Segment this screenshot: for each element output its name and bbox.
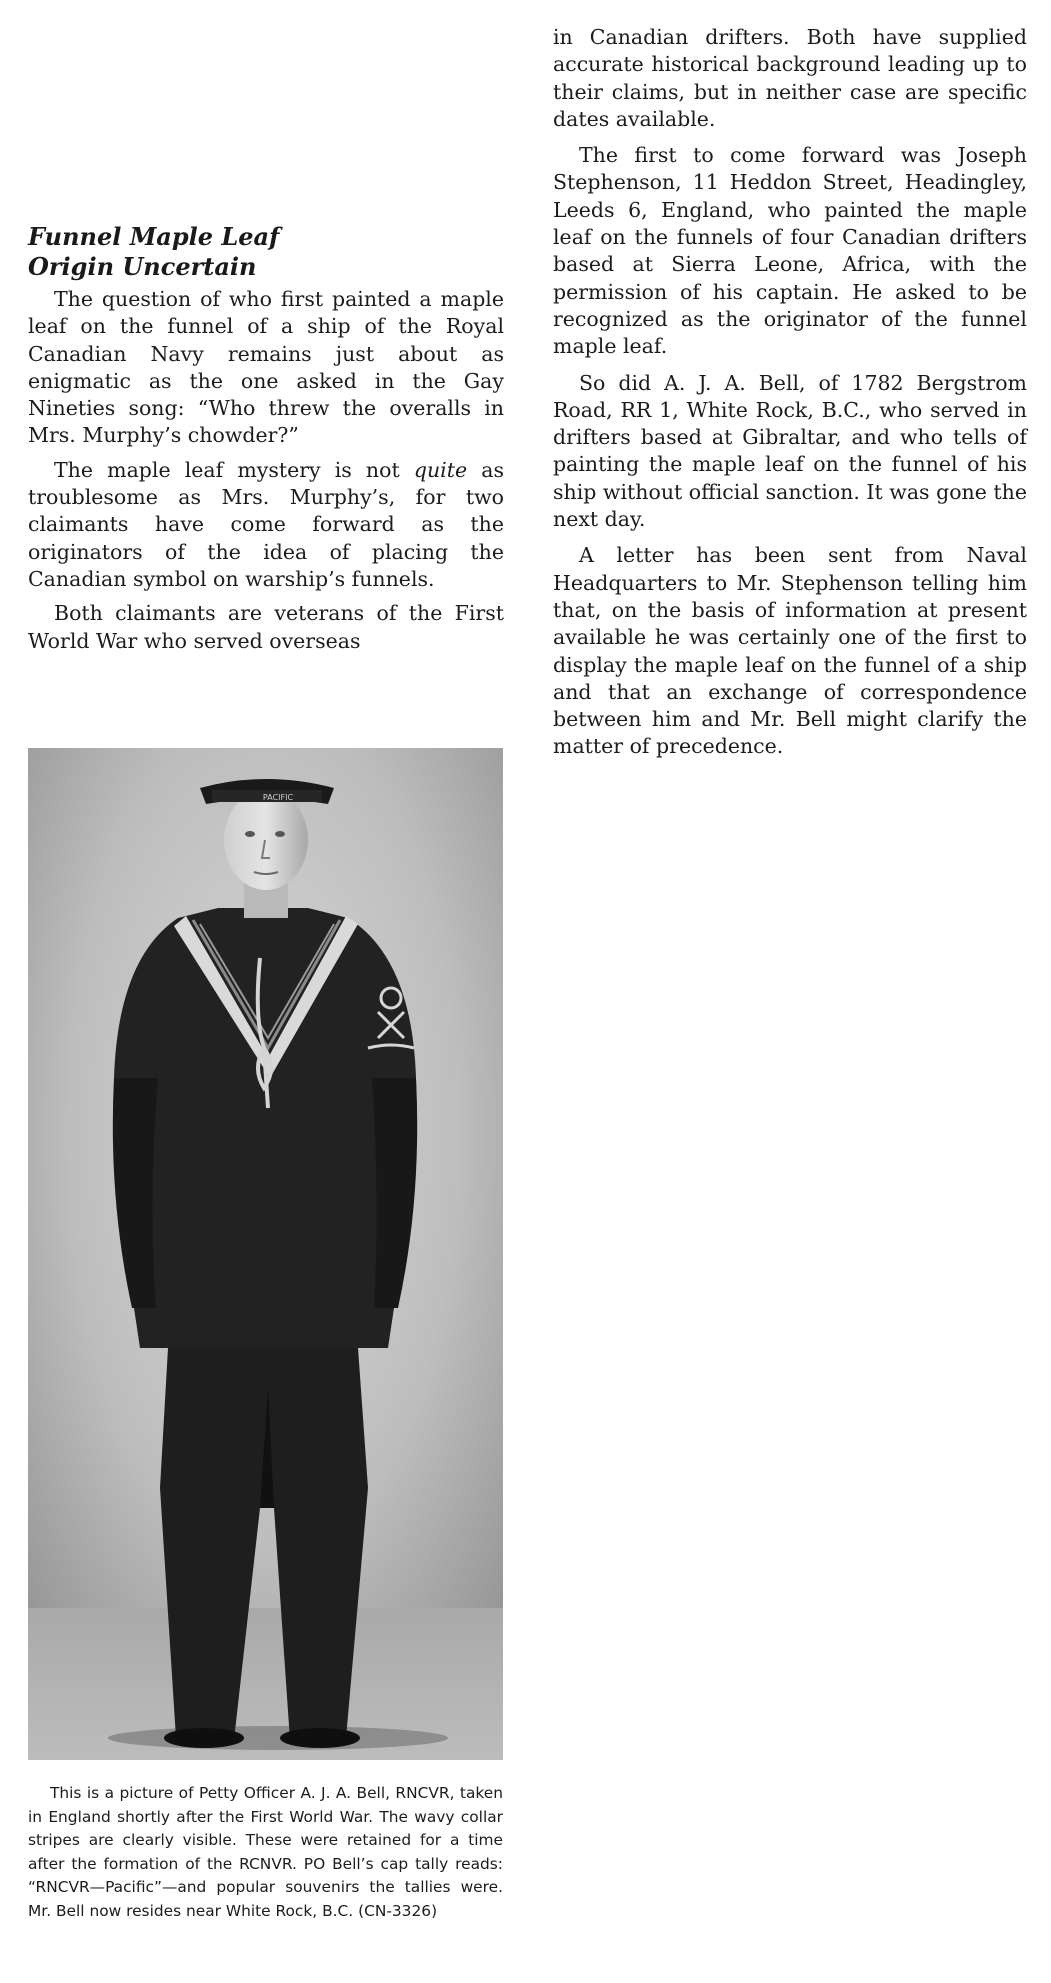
paragraph-question: The question of who first painted a maple leaf on the funnel of a ship of the Royal Canadian Navy remains just about as enigmatic as the one asked in the Gay Nineties song: “Who threw the overalls in Mrs. Murphy’s chowder?”: [28, 287, 504, 448]
sailor-photograph: [28, 748, 503, 1760]
paragraph-mystery: [28, 457, 504, 593]
mystery-text-start: The maple leaf mystery is not: [54, 457, 400, 482]
left-column: [28, 222, 504, 662]
paragraph-stephenson: The first to come forward was Joseph Stephenson, 11 Heddon Street, Headingley, Leeds 6, England, who painted the maple leaf on the funnels of four Canadian drifters based at Sierra Leone, Africa, with the permission of his captain. He asked to be recognized as the originator of the funnel maple leaf.: [553, 143, 1027, 359]
right-column: [553, 24, 1027, 770]
paragraph-letter: A letter has been sent from Naval Headquarters to Mr. Stephenson telling him that, on the basis of information at present available he was certainly one of the first to display the maple leaf on the funnel of a ship and that an exchange of correspondence between him and Mr. Bell might clarify the matter of precedence.: [553, 543, 1027, 759]
article-headline: [28, 222, 504, 282]
mystery-text-end: as troublesome as Mrs. Murphy’s, for two claimants have come forward as the originators of the idea of placing the Canadian symbol on warship’s funnels.: [28, 457, 504, 591]
cap-tally-text: PACIFIC: [262, 793, 294, 802]
headline-line-2: Origin Uncertain: [28, 252, 257, 281]
paragraph-bell: So did A. J. A. Bell, of 1782 Bergstrom Road, RR 1, White Rock, B.C., who served in drifters based at Gibraltar, and who tells of painting the maple leaf on the funnel of his ship without official sanction. It was gone the next day.: [553, 370, 1027, 532]
photo-caption: This is a picture of Petty Officer A. J. A. Bell, RNCVR, taken in England shortly after the First World War. The wavy collar stripes are clearly visible. These were retained for a time after the formation of the RCNVR. PO Bell’s cap tally reads: “RNCVR—Pacific”—and popular souvenirs the tallies were. Mr. Bell now resides near White Rock, B.C. (CN-3326): [28, 1784, 503, 1920]
headline-line-1: Funnel Maple Leaf: [28, 222, 280, 251]
paragraph-continued: in Canadian drifters. Both have supplied accurate historical background leading up to their claims, but in neither case are specific dates available.: [553, 25, 1027, 131]
emphasis-quite: quite: [413, 457, 468, 482]
paragraph-claimants: Both claimants are veterans of the First World War who served overseas: [28, 601, 504, 653]
